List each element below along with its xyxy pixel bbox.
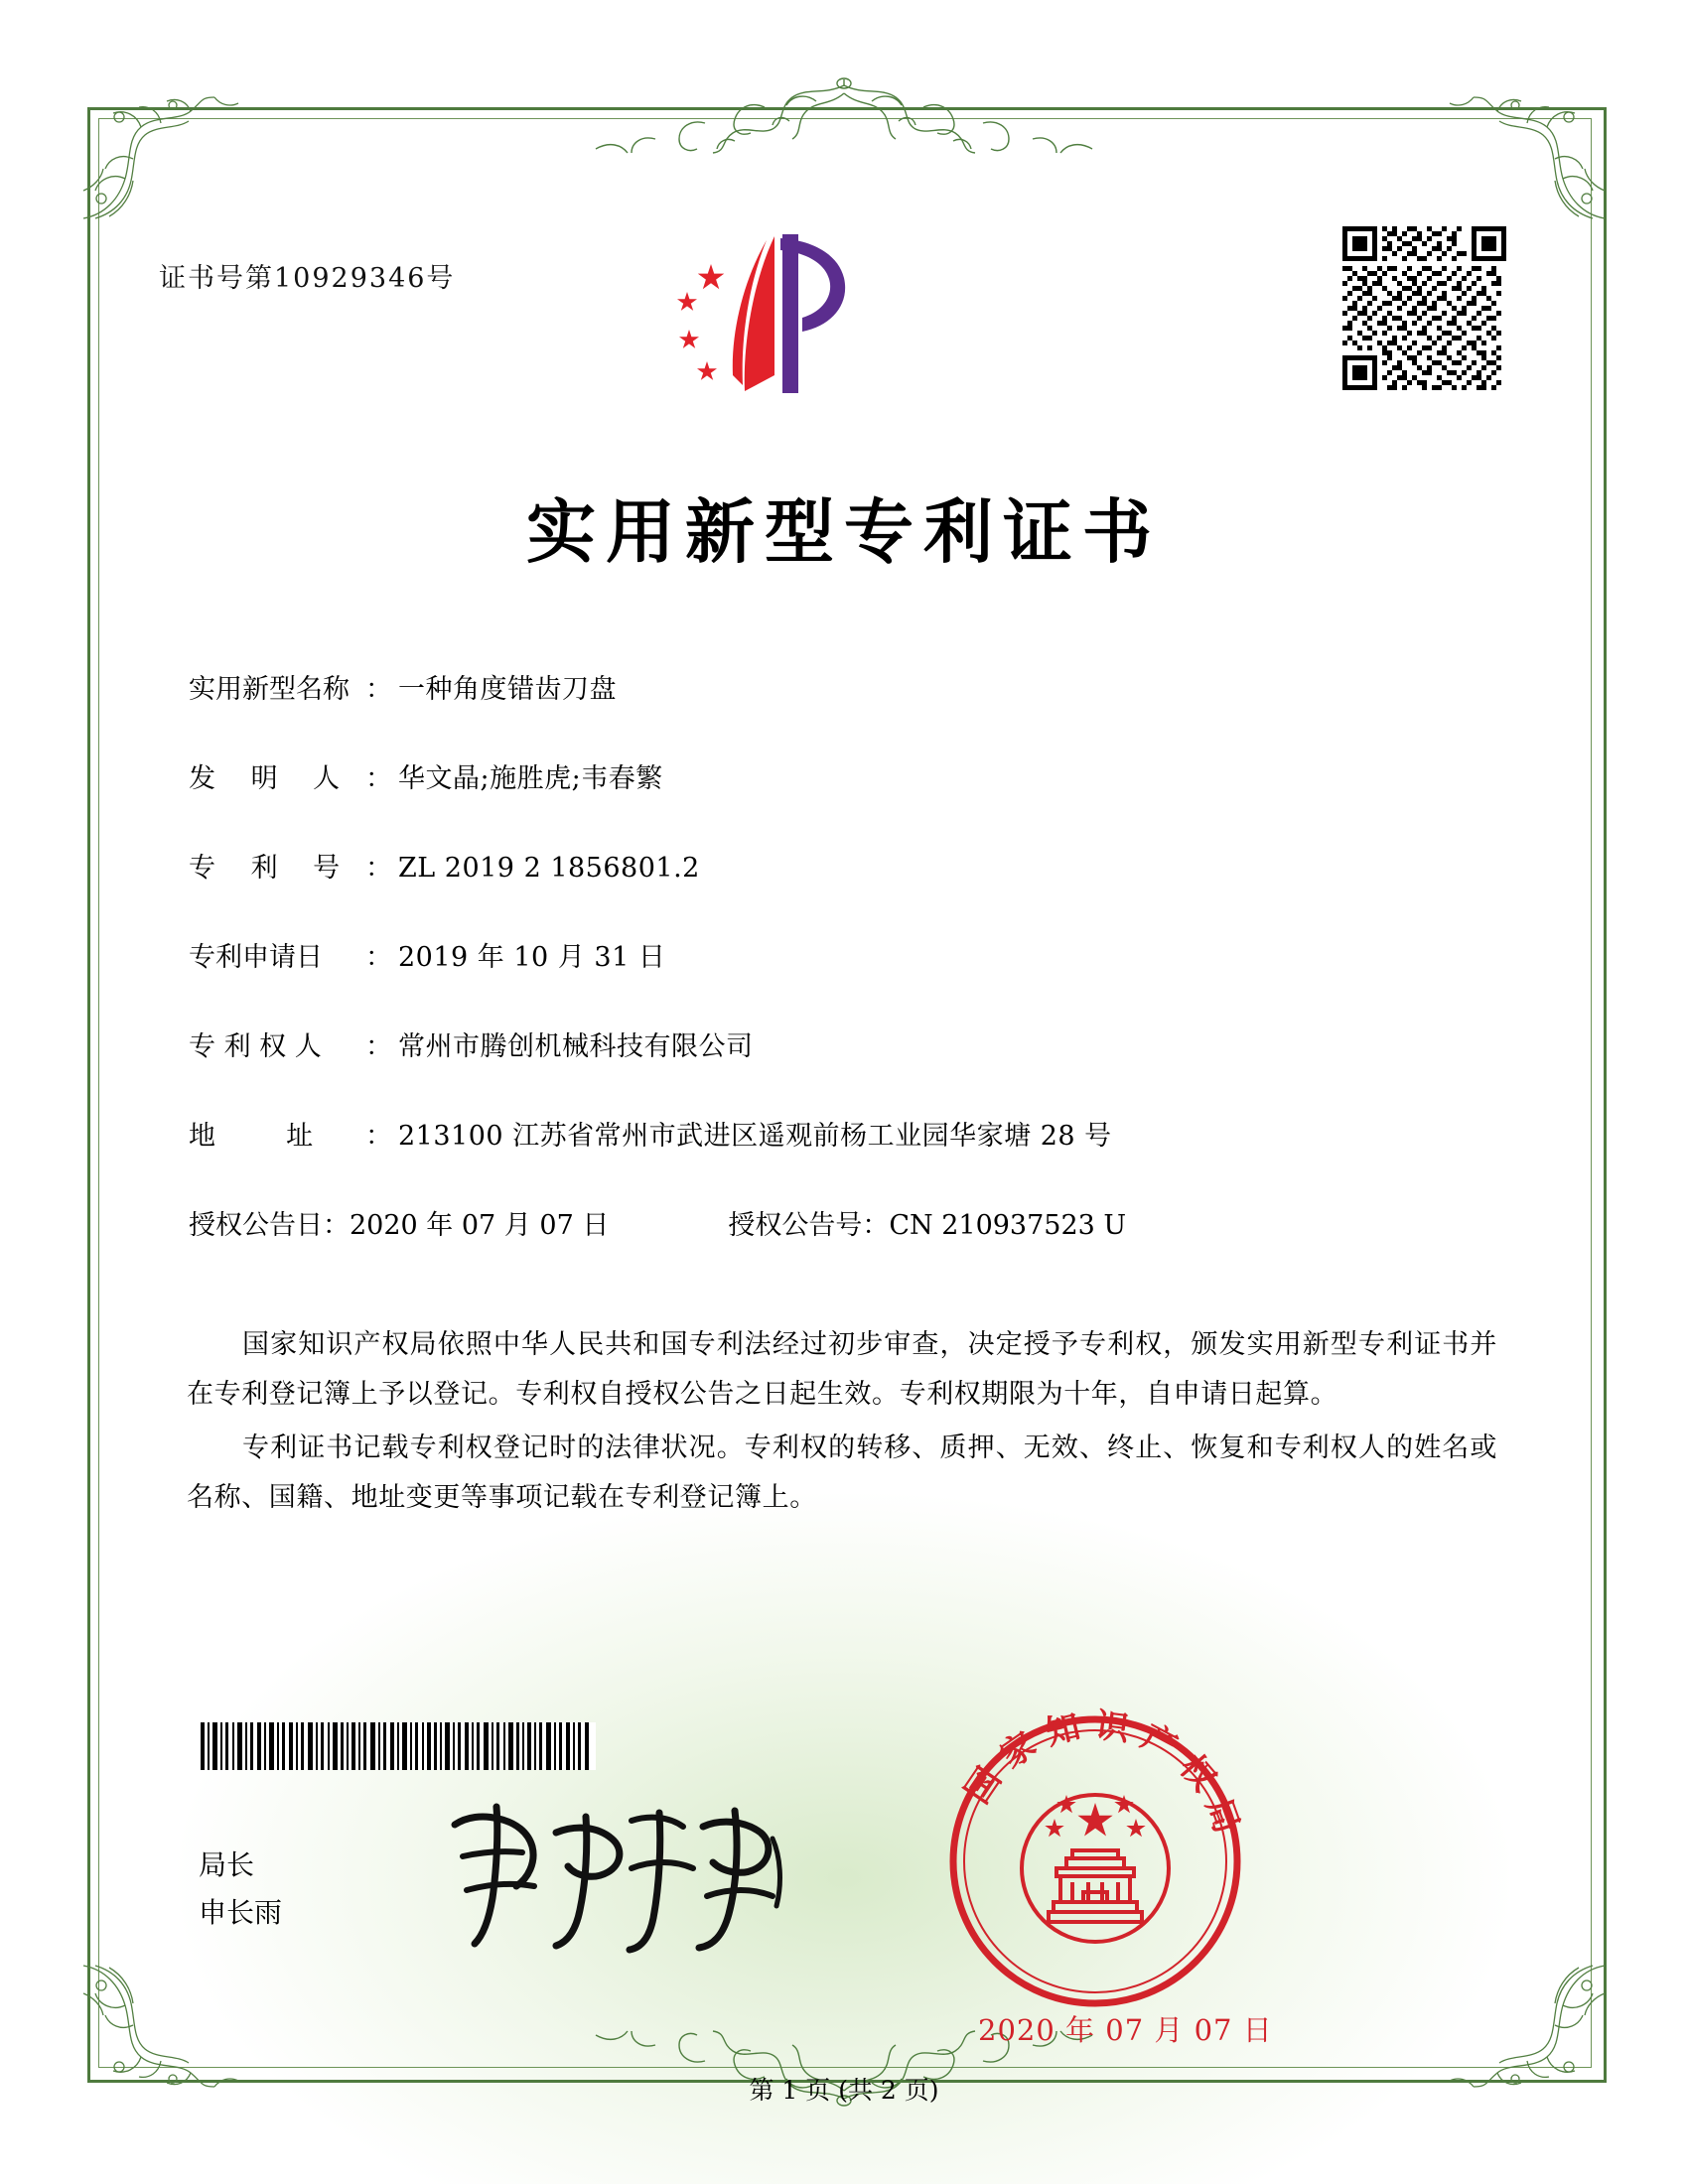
field-label: 专 利 号 [189, 853, 341, 884]
seal-date: 2020 年 07 月 07 日 [978, 2013, 1273, 2047]
field-value: 2019 年 10 月 31 日 [398, 942, 666, 973]
paragraph-grant-statement: 国家知识产权局依照中华人民共和国专利法经过初步审查，决定授予专利权，颁发实用新型专利证书并在专利登记簿上予以登记。专利权自授权公告之日起生效。专利权期限为十年，自申请日起算。 [187, 1329, 1497, 1410]
field-row-patent-number [189, 846, 1479, 885]
grant-date-value: 2020 年 07 月 07 日 [350, 1210, 610, 1241]
field-row-utility-model-name [189, 667, 1479, 706]
field-colon: ： [365, 1121, 392, 1152]
grant-number-colon: ： [862, 1210, 890, 1241]
grant-date-label: 授权公告日 [189, 1210, 323, 1241]
field-colon: ： [365, 674, 392, 705]
grant-number-value: CN 210937523 U [889, 1210, 1127, 1241]
field-label: 地 址 [189, 1121, 314, 1152]
field-colon: ： [365, 1031, 392, 1062]
signature-title: 局长 [199, 1848, 255, 1881]
field-row-patentee [189, 1024, 1479, 1063]
signature-block [199, 1842, 282, 1937]
qr-code-icon [1342, 226, 1506, 390]
certificate-number: 证书号第10929346号 [159, 263, 456, 294]
field-value: 常州市腾创机械科技有限公司 [398, 1031, 754, 1062]
field-row-inventors [189, 756, 1479, 795]
field-value: 一种角度错齿刀盘 [398, 674, 617, 705]
grant-number-segment [728, 1203, 1126, 1242]
grant-number-label: 授权公告号 [728, 1210, 863, 1241]
grant-date-segment [189, 1203, 609, 1242]
field-label: 专 利 权 人 [189, 1031, 322, 1062]
grant-date-colon: ： [323, 1210, 350, 1241]
certificate-fields [189, 667, 1479, 1252]
field-value: 华文晶;施胜虎;韦春繁 [398, 763, 663, 794]
page-title: 实用新型专利证书 [526, 490, 1162, 573]
field-label: 实用新型名称 [189, 674, 350, 705]
field-row-address [189, 1114, 1479, 1153]
ornamental-crest-top-icon [536, 77, 1152, 155]
field-row-application-date [189, 935, 1479, 974]
official-red-seal-icon [921, 1688, 1269, 2035]
svg-text:国 家 知 识 产 权 局: 国 家 知 识 产 权 局 [957, 1706, 1247, 1839]
field-colon: ： [365, 763, 392, 794]
signature-name: 申长雨 [199, 1896, 283, 1929]
page-footer: 第 1 页 (共 2 页) [749, 2076, 939, 2105]
handwritten-signature-icon [437, 1787, 794, 1956]
legal-text-block [187, 1320, 1497, 1527]
field-value: ZL 2019 2 1856801.2 [398, 853, 700, 884]
field-label: 发 明 人 [189, 763, 341, 794]
cnipa-logo-icon [663, 226, 902, 405]
field-row-grant [189, 1203, 1479, 1242]
barcode-icon [199, 1722, 596, 1770]
paragraph-register-statement: 专利证书记载专利权登记时的法律状况。专利权的转移、质押、无效、终止、恢复和专利权人的姓名或名称、国籍、地址变更等事项记载在专利登记簿上。 [187, 1433, 1497, 1513]
field-colon: ： [365, 942, 392, 973]
field-value: 213100 江苏省常州市武进区遥观前杨工业园华家塘 28 号 [398, 1121, 1112, 1152]
field-label: 专利申请日 [189, 942, 323, 973]
field-colon: ： [365, 853, 392, 884]
